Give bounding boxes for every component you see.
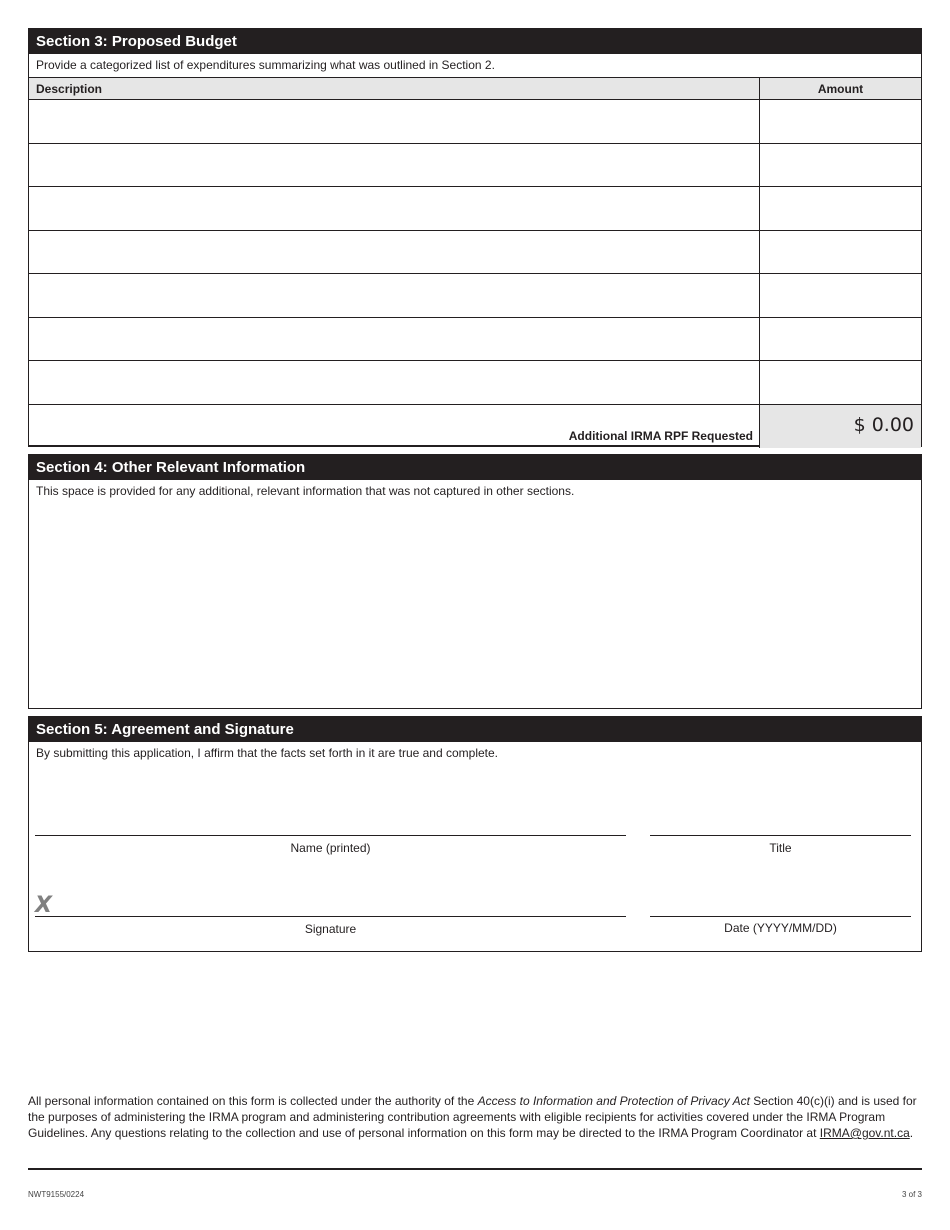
form-code: NWT9155/0224: [28, 1190, 85, 1199]
section-5-title: Section 5: Agreement and Signature: [29, 717, 921, 742]
section-5-statement: By submitting this application, I affirm that the facts set forth in it are true and complete.: [36, 746, 499, 760]
table-row: [29, 361, 921, 405]
section-3-instruction: Provide a categorized list of expenditures summarizing what was outlined in Section 2.: [36, 58, 495, 72]
table-row: [29, 231, 921, 275]
amount-field[interactable]: [760, 144, 921, 187]
total-amount-field: $ 0.00: [760, 405, 921, 448]
page-number: 3 of 3: [901, 1190, 922, 1199]
description-field[interactable]: [29, 144, 760, 187]
budget-table-header: [29, 77, 921, 100]
amount-field[interactable]: [760, 274, 921, 317]
amount-field[interactable]: [760, 361, 921, 404]
date-label: Date (YYYY/MM/DD): [724, 921, 837, 935]
title-field[interactable]: [650, 835, 911, 836]
description-field[interactable]: [29, 187, 760, 230]
amount-field[interactable]: [760, 100, 921, 143]
date-field[interactable]: [650, 916, 911, 917]
privacy-act-name: Access to Information and Protection of Privacy Act: [477, 1094, 750, 1108]
title-label: Title: [769, 841, 792, 855]
description-field[interactable]: [29, 100, 760, 143]
table-row: [29, 100, 921, 144]
total-row: [29, 405, 921, 448]
description-field[interactable]: [29, 274, 760, 317]
amount-field[interactable]: [760, 187, 921, 230]
column-header-amount: Amount: [817, 82, 864, 96]
amount-field[interactable]: [760, 318, 921, 361]
signature-field[interactable]: [35, 916, 626, 917]
privacy-text-end: .: [909, 1126, 914, 1140]
footer-divider: [28, 1168, 922, 1170]
section-3-proposed-budget: [28, 28, 922, 447]
table-row: [29, 144, 921, 188]
signature-label: Signature: [304, 922, 357, 936]
description-field[interactable]: [29, 361, 760, 404]
privacy-notice: [28, 1093, 922, 1141]
signature-x-mark: X: [35, 893, 52, 918]
description-field[interactable]: [29, 318, 760, 361]
name-printed-field[interactable]: [35, 835, 626, 836]
section-4-title: Section 4: Other Relevant Information: [29, 455, 921, 480]
section-4-other-information: [28, 454, 922, 709]
privacy-text-start: All personal information contained on this form is collected under the authority of the: [28, 1094, 478, 1108]
table-row: [29, 274, 921, 318]
section-4-instruction: This space is provided for any additional, relevant information that was not captured in other sections.: [36, 484, 575, 498]
amount-field[interactable]: [760, 231, 921, 274]
table-row: [29, 187, 921, 231]
other-information-textarea[interactable]: [29, 501, 921, 708]
coordinator-email-link[interactable]: IRMA@gov.nt.ca: [819, 1126, 910, 1140]
section-3-title: Section 3: Proposed Budget: [29, 29, 921, 54]
description-field[interactable]: [29, 231, 760, 274]
total-label: Additional IRMA RPF Requested: [29, 405, 760, 448]
name-printed-label: Name (printed): [290, 841, 371, 855]
section-5-agreement-signature: [28, 716, 922, 952]
column-header-description: Description: [29, 78, 760, 99]
table-row: [29, 318, 921, 362]
privacy-text-middle: Section 40(c)(i) and is used for the purposes of administering the IRMA program and administering contribution agreements with eligible recipients for activities covered under the IRMA Program Guidelines. Any questions relating to the collection and use of personal information on this form may be directed to the IRMA Program Coordinator at: [28, 1094, 917, 1140]
